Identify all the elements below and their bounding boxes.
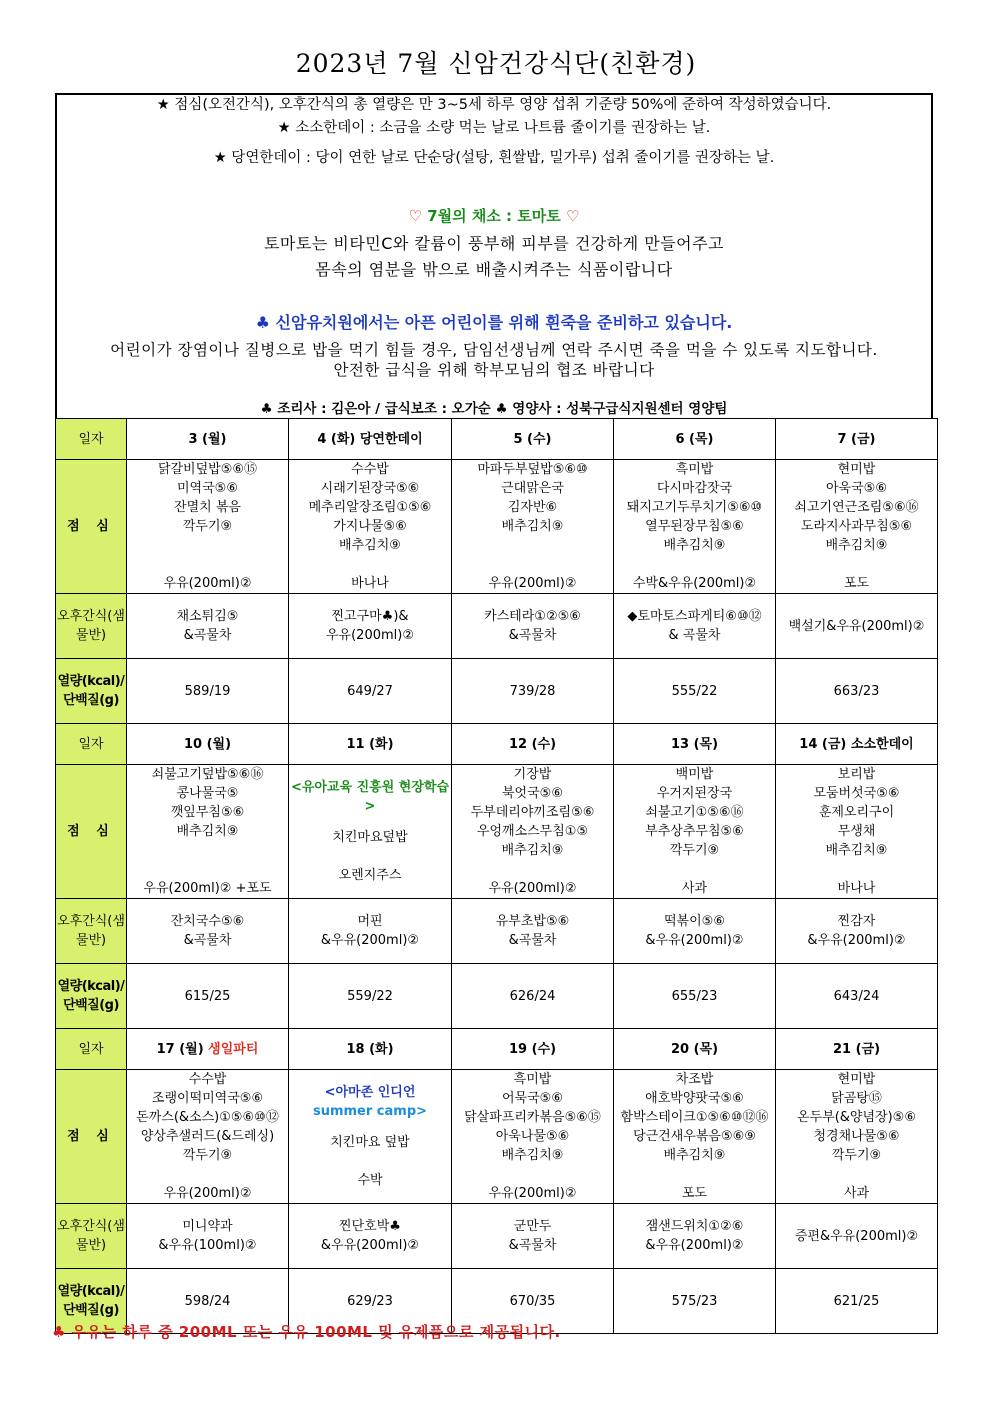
lunch-tail: 사과 [681, 881, 708, 896]
kcal-cell: 626/24 [452, 964, 614, 1029]
day-date: 19 (수) [508, 1041, 557, 1057]
kcal-cell: 559/22 [289, 964, 452, 1029]
snack-cell [776, 1204, 938, 1269]
snack-item: 떡볶이⑤⑥ [664, 914, 725, 929]
day-note: 소소한데이 [850, 736, 914, 752]
spacer [289, 816, 451, 828]
notice-line-1: ★ 점심(오전간식), 오후간식의 총 열량은 만 3~5세 하루 영양 섭취 기준량 50%에 준하여 작성하였습니다. [156, 97, 832, 113]
day-date: 10 (월) [183, 736, 232, 752]
lunch-item: 콩나물국⑤ [176, 786, 239, 801]
lunch-item: 열무된장무침⑤⑥ [645, 519, 744, 534]
snack-cell [776, 594, 938, 659]
spacer [452, 536, 613, 555]
lunch-item: 흑미밥 [513, 1072, 552, 1087]
lunch-item: 쇠불고기①⑤⑥⑯ [645, 805, 744, 820]
snack-item: & 곡물차 [668, 628, 721, 643]
lunch-cell [289, 1070, 452, 1204]
page-title: 2023년 7월 신암건강식단(친환경) [295, 49, 697, 78]
kcal-cell: 598/24 [127, 1269, 289, 1334]
vegetable-desc-1: 토마토는 비타민C와 칼륨이 풍부해 피부를 건강하게 만들어주고 [263, 234, 725, 253]
lunch-tail: 우유(200ml)② [163, 1186, 252, 1201]
spacer [452, 860, 613, 879]
snack-item: 잼샌드위치①②⑥ [645, 1219, 744, 1234]
lunch-item: 모둠버섯국⑤⑥ [813, 786, 900, 801]
lunch-item: 배추김치⑨ [663, 1148, 726, 1163]
lunch-item: 쇠불고기덮밥⑤⑥⑯ [151, 767, 264, 782]
lunch-cell [289, 460, 452, 594]
kcal-row [56, 964, 938, 1029]
snack-item: &곡물차 [183, 628, 232, 643]
lunch-item: 배추김치⑨ [501, 519, 564, 534]
lunch-item: 배추김치⑨ [663, 538, 726, 553]
lunch-item: 당근건새우볶음⑤⑥⑨ [633, 1129, 756, 1144]
lunch-cell [452, 460, 614, 594]
day-note: 당연한데이 [359, 431, 423, 447]
lunch-item: 가지나물⑤⑥ [333, 519, 407, 534]
notice-line-3: ★ 당연한데이 : 당이 연한 날로 단순당(설탕, 흰쌀밥, 밀가루) 섭취 줄이기를 권장하는 날. [213, 150, 775, 166]
lunch-item: 보리밥 [837, 767, 876, 782]
kcal-cell: 670/35 [452, 1269, 614, 1334]
snack-item: 우유(200ml)② [325, 628, 414, 643]
snack-cell [614, 594, 776, 659]
day-header [776, 419, 938, 460]
day-date: 21 (금) [832, 1041, 881, 1057]
day-header [452, 724, 614, 765]
snack-item: 백설기&우유(200ml)② [788, 618, 925, 634]
lunch-item: 양상추샐러드(&드레싱) [140, 1129, 275, 1144]
snack-cell [289, 1204, 452, 1269]
lunch-special: <유아교육 진흥원 현장학습> [290, 780, 450, 814]
spacer [289, 1121, 451, 1133]
day-header [289, 1029, 452, 1070]
snack-item: &우유(200ml)② [320, 1238, 420, 1253]
lunch-item: 깍두기⑨ [831, 1148, 882, 1163]
lunch-cell [452, 1070, 614, 1204]
spacer [776, 555, 937, 574]
vegetable-of-month [57, 205, 931, 226]
lunch-item: 수수밥 [188, 1072, 227, 1087]
snack-item: &곡물차 [183, 933, 232, 948]
staff-info: ♣ 조리사 : 김은아 / 급식보조 : 오가순 ♣ 영양사 : 성북구급식지원센터 영양팀 [260, 401, 728, 417]
lunch-cell [127, 1070, 289, 1204]
spacer [127, 1165, 288, 1184]
snack-item: ◆토마토스파게티⑥⑩⑫ [627, 609, 762, 624]
kcal-cell: 555/22 [614, 659, 776, 724]
snack-item: 잔치국수⑤⑥ [170, 914, 245, 929]
snack-item: &우유(100ml)② [158, 1238, 257, 1253]
day-date: 3 (월) [188, 431, 227, 447]
lunch-item: 조랭이떡미역국⑤⑥ [151, 1091, 264, 1106]
day-header [614, 724, 776, 765]
day-date: 13 (목) [670, 736, 719, 752]
date-row [56, 1029, 938, 1070]
date-label: 일자 [56, 724, 127, 765]
kcal-cell: 655/23 [614, 964, 776, 1029]
snack-cell [127, 1204, 289, 1269]
snack-cell [452, 899, 614, 964]
lunch-item: 깍두기⑨ [182, 1148, 233, 1163]
lunch-item: 마파두부덮밥⑤⑥⑩ [477, 462, 588, 477]
lunch-item: 돼지고기두루치기⑤⑥⑩ [626, 500, 763, 515]
lunch-label: 점 심 [56, 1070, 127, 1204]
day-date: 14 (금) [799, 736, 847, 752]
lunch-special: summer camp> [312, 1104, 428, 1119]
day-date: 6 (목) [675, 431, 714, 447]
spacer [776, 1165, 937, 1184]
kcal-cell: 621/25 [776, 1269, 938, 1334]
spacer [614, 555, 775, 574]
snack-item: &곡물차 [508, 933, 557, 948]
spacer [614, 860, 775, 879]
notice-box [55, 93, 933, 418]
snack-cell [614, 899, 776, 964]
lunch-cell [614, 765, 776, 899]
lunch-item: 깍두기⑨ [669, 843, 720, 858]
date-label: 일자 [56, 419, 127, 460]
lunch-item: 흑미밥 [675, 462, 714, 477]
spacer [452, 555, 613, 574]
day-date: 5 (수) [513, 431, 552, 447]
lunch-item: 청경채나물⑤⑥ [813, 1129, 900, 1144]
lunch-cell [614, 460, 776, 594]
vegetable-desc-2: 몸속의 염분을 밖으로 배출시켜주는 식품이랍니다 [315, 260, 673, 279]
lunch-tail: 바나나 [351, 576, 389, 591]
lunch-cell [776, 460, 938, 594]
snack-cell [127, 899, 289, 964]
lunch-item: 돈까스(&소스)①⑤⑥⑩⑫ [136, 1110, 279, 1125]
day-note: 생일파티 [208, 1041, 259, 1057]
lunch-item: 애호박양팟국⑤⑥ [645, 1091, 744, 1106]
lunch-item: 닭살파프리카볶음⑤⑥⑮ [464, 1110, 601, 1125]
lunch-tail: 수박&우유(200ml)② [632, 576, 757, 591]
lunch-special: <아마존 인디언 [324, 1085, 416, 1100]
porridge-title: ♣ 신암유치원에서는 아픈 어린이를 위해 흰죽을 준비하고 있습니다. [255, 313, 733, 332]
day-date: 4 (화) [317, 431, 356, 447]
lunch-tail: 우유(200ml)② [488, 1186, 577, 1201]
day-date: 7 (금) [837, 431, 876, 447]
kcal-label: 열량(kcal)/단백질(g) [56, 964, 127, 1029]
lunch-item: 다시마감잣국 [656, 481, 733, 496]
snack-item: 머핀 [357, 914, 383, 929]
day-header [127, 419, 289, 460]
day-date: 11 (화) [346, 736, 394, 752]
lunch-item: 닭곰탕⑮ [831, 1091, 882, 1106]
spacer [289, 847, 451, 866]
day-header [127, 724, 289, 765]
snack-item: 증편&우유(200ml)② [794, 1228, 919, 1244]
kcal-cell: 589/19 [127, 659, 289, 724]
snack-cell [776, 899, 938, 964]
lunch-cell [289, 765, 452, 899]
lunch-tail: 오렌지주스 [338, 868, 402, 883]
lunch-item: 우거지된장국 [656, 786, 733, 801]
lunch-item: 우엉깨소스무침①⑤ [476, 824, 589, 839]
heart-icon: ♡ [408, 207, 422, 225]
lunch-item: 배추김치⑨ [176, 824, 239, 839]
snack-item: &우유(200ml)② [645, 1238, 744, 1253]
lunch-label: 점 심 [56, 460, 127, 594]
lunch-item: 두부데리야끼조림⑤⑥ [470, 805, 595, 820]
lunch-item: 차조밥 [675, 1072, 714, 1087]
notice-line-2: ★ 소소한데이 : 소금을 소량 먹는 날로 나트륨 줄이기를 권장하는 날. [277, 120, 711, 136]
snack-item: 군만두 [513, 1219, 552, 1234]
lunch-tail: 포도 [681, 1186, 708, 1201]
snack-cell [452, 1204, 614, 1269]
kcal-cell: 629/23 [289, 1269, 452, 1334]
kcal-cell: 649/27 [289, 659, 452, 724]
day-header [614, 419, 776, 460]
snack-item: 찐단호박♣ [339, 1219, 401, 1234]
lunch-item: 기장밥 [513, 767, 552, 782]
spacer [127, 841, 288, 860]
lunch-label: 점 심 [56, 765, 127, 899]
snack-cell [614, 1204, 776, 1269]
date-row [56, 724, 938, 765]
lunch-tail: 우유(200ml)② [163, 576, 252, 591]
date-row [56, 419, 938, 460]
snack-item: &곡물차 [508, 1238, 557, 1253]
snack-item: 찐고구마♣)& [331, 609, 409, 624]
lunch-item: 김자반⑥ [507, 500, 558, 515]
day-date: 12 (수) [508, 736, 557, 752]
kcal-cell: 739/28 [452, 659, 614, 724]
lunch-tail: 포도 [843, 576, 870, 591]
lunch-cell [127, 460, 289, 594]
day-header [776, 1029, 938, 1070]
milk-footnote: ♣ 우유는 하루 중 200ML 또는 우유 100ML 및 유제품으로 제공됩니다. [52, 1323, 561, 1341]
lunch-item: 깍두기⑨ [182, 519, 233, 534]
porridge-desc-1: 어린이가 장염이나 질병으로 밥을 먹기 힘들 경우, 담임선생님께 연락 주시면 죽을 먹을 수 있도록 지도합니다. [110, 341, 878, 359]
lunch-cell [614, 1070, 776, 1204]
spacer [127, 536, 288, 555]
lunch-row [56, 460, 938, 594]
day-header [289, 724, 452, 765]
day-header [776, 724, 938, 765]
snack-item: 유부초밥⑤⑥ [495, 914, 570, 929]
lunch-item: 깻잎무침⑤⑥ [170, 805, 245, 820]
lunch-item: 백미밥 [675, 767, 714, 782]
day-header [452, 1029, 614, 1070]
menu-table [55, 418, 938, 1334]
lunch-item: 아욱나물⑤⑥ [495, 1129, 570, 1144]
lunch-tail: 우유(200ml)② [488, 576, 577, 591]
lunch-cell [127, 765, 289, 899]
snack-row [56, 899, 938, 964]
day-header [614, 1029, 776, 1070]
day-date: 18 (화) [346, 1041, 394, 1057]
lunch-tail: 사과 [843, 1186, 870, 1201]
lunch-item: 함박스테이크①⑤⑥⑩⑫⑯ [620, 1110, 769, 1125]
day-header [127, 1029, 289, 1070]
lunch-item: 닭갈비덮밥⑤⑥⑮ [157, 462, 258, 477]
snack-cell [289, 899, 452, 964]
lunch-item: 쇠고기연근조림⑤⑥⑯ [794, 500, 919, 515]
lunch-row [56, 1070, 938, 1204]
lunch-item: 어묵국⑤⑥ [502, 1091, 563, 1106]
snack-cell [289, 594, 452, 659]
snack-item: &곡물차 [508, 628, 557, 643]
kcal-row [56, 659, 938, 724]
snack-item: 미니약과 [182, 1219, 233, 1234]
kcal-cell: 615/25 [127, 964, 289, 1029]
kcal-cell: 575/23 [614, 1269, 776, 1334]
spacer [127, 860, 288, 879]
snack-label: 오후간식(샘물반) [56, 899, 127, 964]
lunch-item: 메추리알장조림①⑤⑥ [308, 500, 432, 515]
spacer [127, 555, 288, 574]
lunch-cell [776, 1070, 938, 1204]
lunch-item: 배추김치⑨ [825, 843, 888, 858]
kcal-cell: 643/24 [776, 964, 938, 1029]
date-label: 일자 [56, 1029, 127, 1070]
lunch-item: 시래기된장국⑤⑥ [320, 481, 420, 496]
kcal-label: 열량(kcal)/단백질(g) [56, 1269, 127, 1334]
heart-icon: ♡ [566, 207, 580, 225]
spacer [289, 555, 451, 574]
day-date: 20 (목) [670, 1041, 719, 1057]
lunch-item: 배추김치⑨ [339, 538, 401, 553]
snack-label: 오후간식(샘물반) [56, 594, 127, 659]
spacer [614, 1165, 775, 1184]
vegetable-title: 7월의 채소 : 토마토 [427, 207, 561, 225]
lunch-item: 잔멸치 볶음 [174, 500, 241, 515]
lunch-item: 배추김치⑨ [501, 1148, 564, 1163]
lunch-item: 배추김치⑨ [501, 843, 564, 858]
lunch-item: 무생채 [837, 824, 876, 839]
snack-item: 채소튀김⑤ [176, 609, 239, 624]
spacer [776, 860, 937, 879]
lunch-tail: 바나나 [837, 881, 876, 896]
lunch-item: 배추김치⑨ [825, 538, 888, 553]
lunch-item: 미역국⑤⑥ [177, 481, 238, 496]
lunch-row [56, 765, 938, 899]
lunch-item: 부추상추무침⑤⑥ [645, 824, 744, 839]
snack-item: &우유(200ml)② [320, 933, 420, 948]
snack-row [56, 1204, 938, 1269]
lunch-cell [452, 765, 614, 899]
lunch-item: 근대맑은국 [501, 481, 564, 496]
spacer [452, 1165, 613, 1184]
lunch-item: 수수밥 [351, 462, 389, 477]
snack-label: 오후간식(샘물반) [56, 1204, 127, 1269]
snack-cell [452, 594, 614, 659]
snack-item: &우유(200ml)② [807, 933, 906, 948]
lunch-item: 북엇국⑤⑥ [502, 786, 563, 801]
snack-row [56, 594, 938, 659]
kcal-cell: 663/23 [776, 659, 938, 724]
day-header [289, 419, 452, 460]
day-date: 17 (월) [156, 1041, 204, 1057]
lunch-item: 도라지사과무침⑤⑥ [800, 519, 913, 534]
lunch-item: 훈제오리구이 [818, 805, 895, 820]
lunch-item: 현미밥 [837, 1072, 876, 1087]
snack-item: 찐감자 [837, 914, 876, 929]
snack-item: &우유(200ml)② [645, 933, 744, 948]
spacer [289, 1152, 451, 1171]
lunch-item: 아욱국⑤⑥ [826, 481, 887, 496]
porridge-desc-2: 안전한 급식을 위해 학부모님의 협조 바랍니다 [333, 361, 655, 379]
lunch-cell [776, 765, 938, 899]
snack-item: 카스테라①②⑤⑥ [484, 609, 581, 624]
kcal-label: 열량(kcal)/단백질(g) [56, 659, 127, 724]
lunch-tail: 우유(200ml)② +포도 [143, 881, 272, 896]
lunch-item: 현미밥 [837, 462, 876, 477]
lunch-tail: 수박 [357, 1173, 383, 1188]
day-header [452, 419, 614, 460]
lunch-item: 치킨마요덮밥 [332, 830, 408, 845]
snack-cell [127, 594, 289, 659]
lunch-item: 온두부(&양념장)⑤⑥ [797, 1110, 916, 1125]
lunch-item: 치킨마요 덮밥 [330, 1135, 410, 1150]
lunch-tail: 우유(200ml)② [488, 881, 577, 896]
